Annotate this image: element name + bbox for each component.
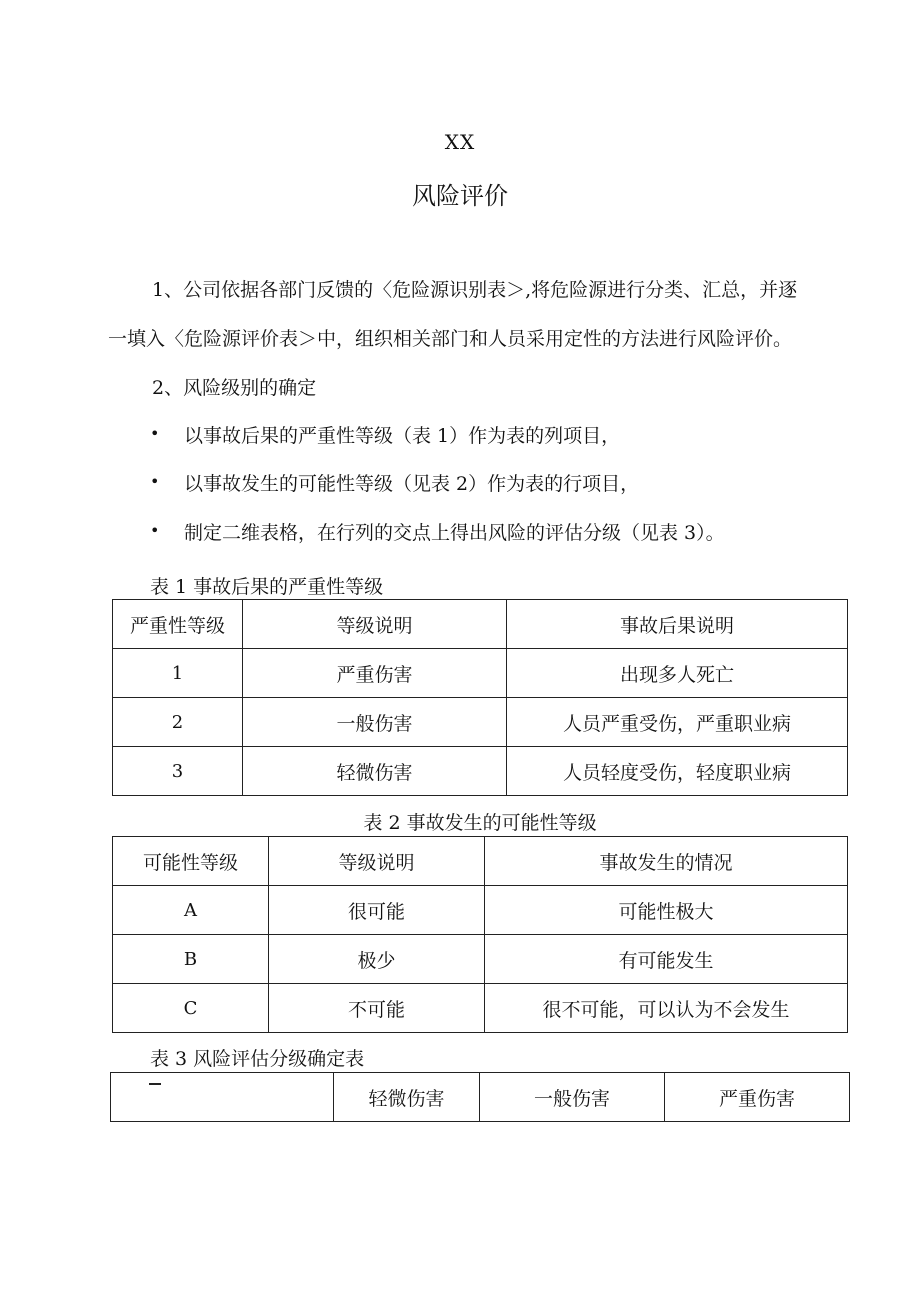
table-cell: 可能性极大: [485, 886, 848, 935]
risk-matrix-table: [110, 1072, 850, 1122]
table-cell: 极少: [269, 935, 485, 984]
dash-mark: [149, 1083, 161, 1085]
likelihood-table: [112, 836, 848, 1033]
table-cell: 有可能发生: [485, 935, 848, 984]
table-cell: 人员严重受伤，严重职业病: [507, 698, 848, 747]
bullet-marker: •: [150, 424, 160, 443]
table-cell: 很不可能，可以认为不会发生: [485, 984, 848, 1033]
table-row: [113, 984, 848, 1033]
bullet-item: [150, 521, 850, 545]
bullet-text: 以事故发生的可能性等级（见表 2）作为表的行项目，: [184, 473, 640, 495]
table-3-caption: 表 3 风险评估分级确定表: [150, 1048, 365, 1070]
table-header-cell: 事故发生的情况: [485, 837, 848, 886]
table-cell: 很可能: [269, 886, 485, 935]
table-header-cell: 事故后果说明: [507, 600, 848, 649]
table-2-caption: 表 2 事故发生的可能性等级: [363, 812, 597, 834]
table-cell: B: [113, 935, 269, 984]
document-title: 风险评价: [412, 182, 508, 210]
table-corner-cell: [111, 1073, 334, 1122]
severity-table: [112, 599, 848, 796]
table-1-caption: 表 1 事故后果的严重性等级: [150, 576, 384, 598]
paragraph-2: 2、风险级别的确定: [152, 377, 317, 399]
table-header-cell: 可能性等级: [113, 837, 269, 886]
bullet-item: [150, 424, 850, 448]
bullet-marker: •: [150, 472, 160, 491]
table-header-cell: 等级说明: [269, 837, 485, 886]
table-header-cell: 轻微伤害: [334, 1073, 480, 1122]
table-header-row: [113, 600, 848, 649]
table-header-cell: 严重伤害: [665, 1073, 850, 1122]
table-cell: 3: [113, 747, 243, 796]
table-header-cell: 严重性等级: [113, 600, 243, 649]
table-cell: 1: [113, 649, 243, 698]
table-cell: 一般伤害: [243, 698, 507, 747]
table-row: [113, 935, 848, 984]
table-cell: 不可能: [269, 984, 485, 1033]
table-cell: 出现多人死亡: [507, 649, 848, 698]
table-cell: A: [113, 886, 269, 935]
document-code: XX: [444, 130, 476, 154]
paragraph-1-line-2: 一填入〈危险源评价表＞中，组织相关部门和人员采用定性的方法进行风险评价。: [108, 328, 793, 350]
table-cell: 严重伤害: [243, 649, 507, 698]
table-cell: C: [113, 984, 269, 1033]
bullet-text: 以事故后果的严重性等级（表 1）作为表的列项目，: [184, 425, 621, 447]
table-row: [113, 886, 848, 935]
table-row: [113, 747, 848, 796]
table-header-row: [113, 837, 848, 886]
table-row: [113, 649, 848, 698]
bullet-item: [150, 472, 850, 496]
paragraph-1-line-1: 1、公司依据各部门反馈的〈危险源识别表＞,将危险源进行分类、汇总，并逐: [152, 279, 798, 301]
table-header-cell: 等级说明: [243, 600, 507, 649]
bullet-marker: •: [150, 521, 160, 540]
table-header-cell: 一般伤害: [480, 1073, 665, 1122]
table-cell: 2: [113, 698, 243, 747]
table-cell: 轻微伤害: [243, 747, 507, 796]
bullet-text: 制定二维表格，在行列的交点上得出风险的评估分级（见表 3）。: [184, 522, 725, 544]
table-cell: 人员轻度受伤，轻度职业病: [507, 747, 848, 796]
table-row: [113, 698, 848, 747]
table-header-row: [111, 1073, 850, 1122]
